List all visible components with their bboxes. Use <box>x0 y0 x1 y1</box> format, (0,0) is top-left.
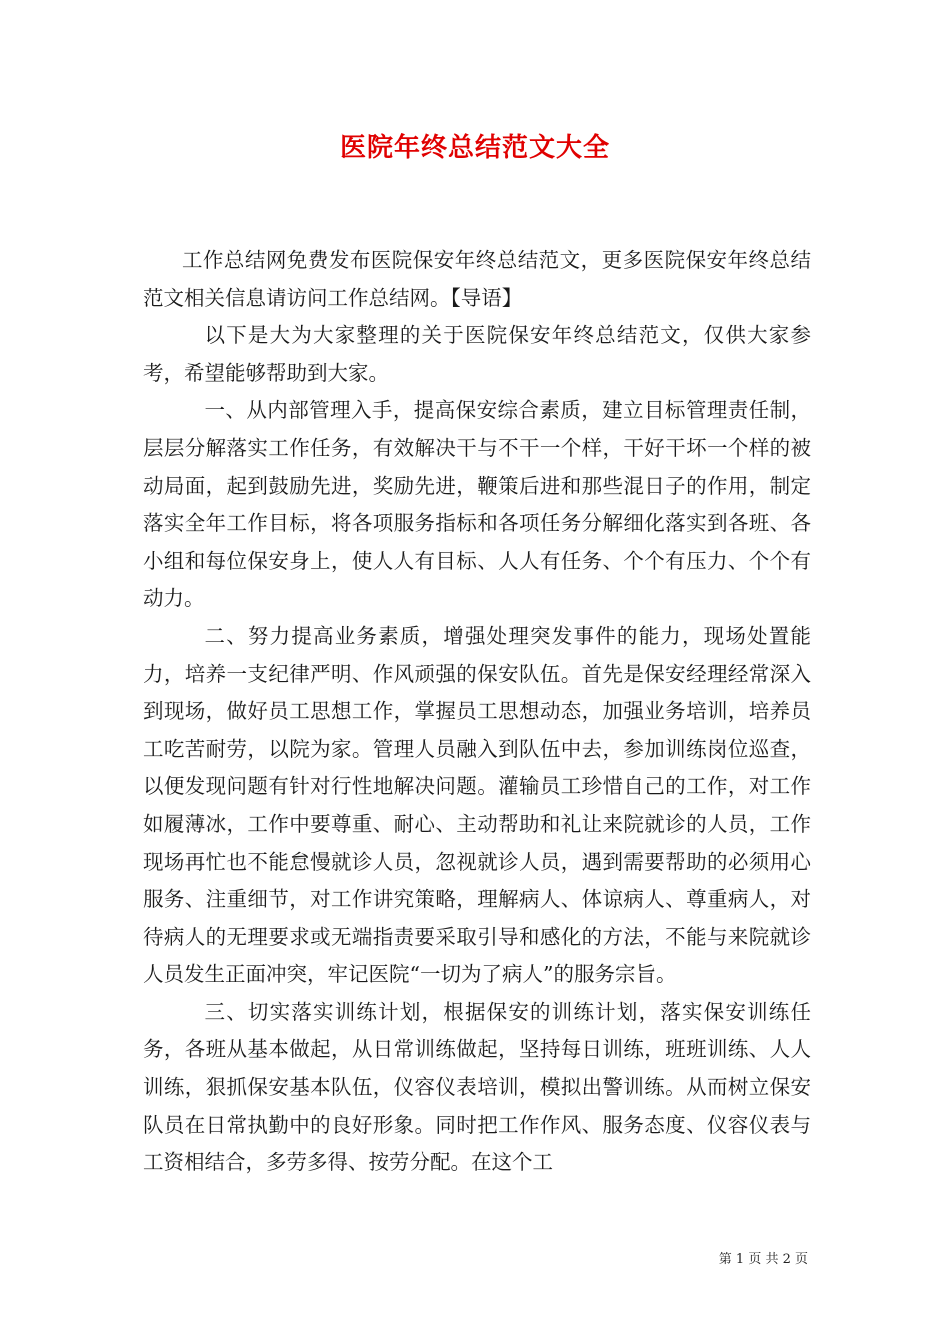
document-body <box>143 242 811 1182</box>
paragraph-preface: 以下是大为大家整理的关于医院保安年终总结范文，仅供大家参考，希望能够帮助到大家。 <box>143 323 811 385</box>
document-title: 医院年终总结范文大全 <box>339 133 610 163</box>
paragraph-section-1: 一、从内部管理入手，提高保安综合素质，建立目标管理责任制，层层分解落实工作任务，有效解决干与不干一个样，干好干坏一个样的被动局面，起到鼓励先进，奖励先进，鞭策后进和那些混日子的作用，制定落实全年工作目标，将各项服务指标和各项任务分解细化落实到各班、各小组和每位保安身上，使人人有目标、人人有任务、个个有压力、个个有动力。 <box>143 398 811 611</box>
paragraph-section-2: 二、努力提高业务素质，增强处理突发事件的能力，现场处置能力，培养一支纪律严明、作风顽强的保安队伍。首先是保安经理经常深入到现场，做好员工思想工作，掌握员工思想动态，加强业务培训，培养员工吃苦耐劳，以院为家。管理人员融入到队伍中去，参加训练岗位巡查，以便发现问题有针对行性地解决问题。灌输员工珍惜自己的工作，对工作如履薄冰，工作中要尊重、耐心、主动帮助和礼让来院就诊的人员，工作现场再忙也不能怠慢就诊人员，忽视就诊人员，遇到需要帮助的必须用心服务、注重细节，对工作讲究策略，理解病人、体谅病人、尊重病人，对待病人的无理要求或无端指责要采取引导和感化的方法，不能与来院就诊人员发生正面冲突，牢记医院“一切为了病人”的服务宗旨。 <box>143 623 811 987</box>
paragraph-section-3: 三、切实落实训练计划，根据保安的训练计划，落实保安训练任务，各班从基本做起，从日常训练做起，坚持每日训练，班班训练、人人训练，狠抓保安基本队伍，仪容仪表培训，模拟出警训练。从而树立保安队员在日常执勤中的良好形象。同时把工作作风、服务态度、仪容仪表与工资相结合，多劳多得、按劳分配。在这个工 <box>143 999 811 1175</box>
page-number-footer: 第 1 页 共 2 页 <box>718 1252 808 1267</box>
paragraph-intro: 工作总结网免费发布医院保安年终总结范文，更多医院保安年终总结范文相关信息请访问工作总结网。【导语】 <box>143 248 811 310</box>
